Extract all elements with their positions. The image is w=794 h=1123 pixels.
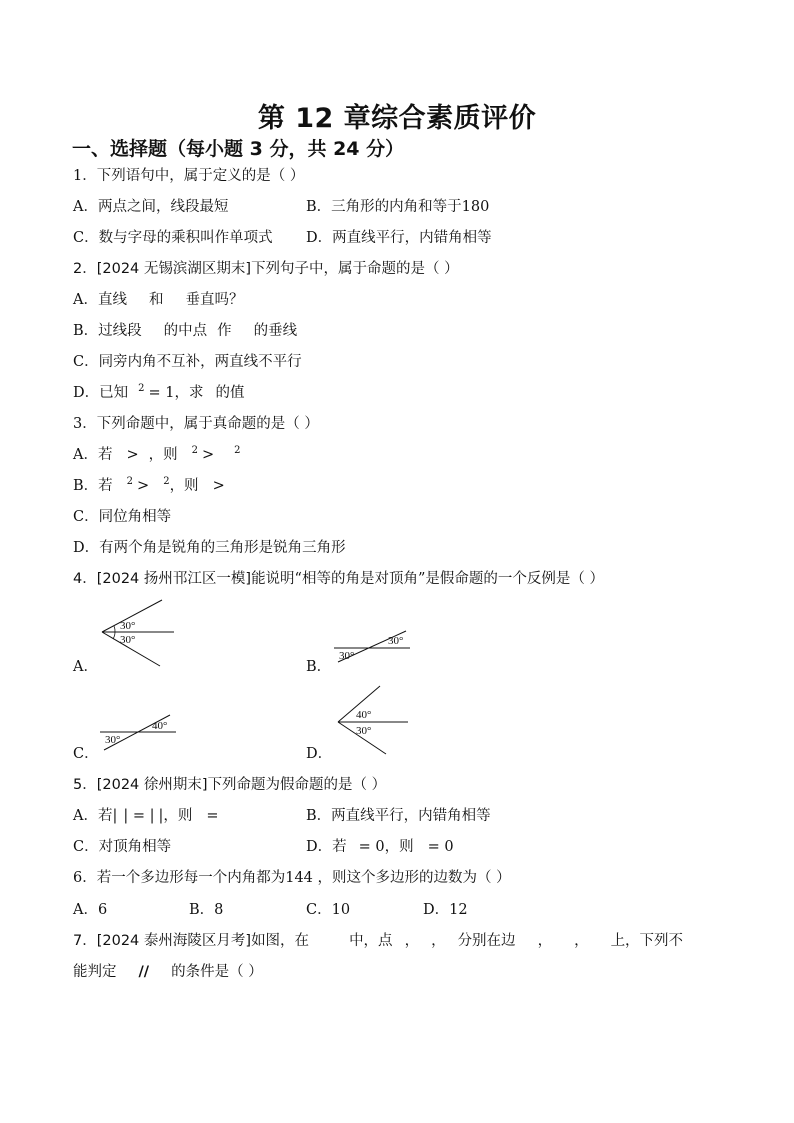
q4-figure-c	[98, 712, 180, 758]
q5-stem-text: 下列命题为假命题的是（ ）	[207, 777, 387, 793]
q2-d-part3: 的值	[215, 385, 245, 401]
q3-b-sup1: 2	[126, 476, 134, 487]
q5-a-part2: | = |	[123, 808, 155, 824]
q3-a-sup2: 2	[234, 445, 241, 456]
q7-part8: 上，下列不	[610, 933, 684, 949]
q4-option-c: C．	[73, 746, 99, 762]
q4-option-d: D．	[306, 746, 333, 762]
q7-part6: ，	[537, 933, 553, 949]
q4-figure-a	[98, 598, 178, 674]
q2-b-part3: 作	[217, 323, 232, 339]
q2-option-a	[73, 288, 243, 309]
q3-option-d: D．有两个角是锐角的三角形是锐角三角形	[73, 540, 346, 556]
q7-part5: 分别在边	[457, 933, 516, 949]
q5-d-part3: = 0	[427, 839, 454, 855]
q7-part3: ，	[404, 933, 420, 949]
q7-part2: 中，点	[349, 933, 393, 949]
q5-option-c: C．对顶角相等	[73, 839, 172, 855]
q4-d-angle1: 40°	[356, 709, 372, 721]
q2-stem-text: 下列句子中，属于命题的是（ ）	[251, 261, 459, 277]
page-title: 第 12 章综合素质评价	[257, 103, 537, 134]
q5-a-part4: =	[206, 808, 219, 824]
q2-d-part1: D．已知	[73, 385, 129, 401]
q3-b-gt1: >	[137, 478, 150, 494]
q4-b-angle2: 30°	[388, 635, 404, 647]
q4-stem-text: 能说明“相等的角是对顶角”是假命题的一个反例是（ ）	[251, 571, 604, 587]
q3-b-sup2: 2	[163, 476, 170, 487]
q2-d-superscript: 2	[138, 383, 145, 394]
q3-a-part1: A．若	[73, 447, 113, 463]
q5-source: 5．[2024 徐州期末]	[73, 777, 208, 793]
q2-a-part2: 和	[148, 292, 164, 308]
q3-b-part1: B．若	[73, 478, 113, 494]
q7-parallel-symbol: //	[138, 964, 150, 980]
q5-option-b: B．两直线平行，内错角相等	[306, 808, 491, 824]
q3-a-gt1: >	[126, 447, 139, 463]
q7-part4: ，	[431, 933, 446, 949]
question-2-stem	[73, 257, 459, 278]
q5-a-part3: |，则	[158, 808, 193, 824]
q7-source: 7．[2024 泰州海陵区月考]	[73, 933, 252, 949]
q5-option-d	[306, 835, 454, 856]
question-5-stem	[73, 773, 386, 794]
q3-option-c: C．同位角相等	[73, 509, 172, 525]
q1-option-a: A．两点之间，线段最短	[73, 199, 229, 215]
q7-part7: ，	[574, 933, 589, 949]
q6-option-a: A．6	[73, 902, 108, 918]
q4-figure-d	[334, 684, 414, 760]
q3-option-a	[73, 443, 241, 464]
q5-a-part1: A．若|	[73, 808, 118, 824]
q4-b-angle1: 30°	[339, 650, 355, 662]
q5-d-part1: D．若	[306, 839, 347, 855]
question-4-stem	[73, 567, 604, 588]
q5-option-a	[73, 804, 219, 825]
q2-option-d	[73, 381, 245, 402]
q2-a-part1: A．直线	[73, 292, 127, 308]
question-7-line2	[73, 960, 263, 981]
q6-option-b: B．8	[189, 902, 224, 918]
q2-b-part1: B．过线段	[73, 323, 142, 339]
q3-b-gt2: >	[212, 478, 225, 494]
q4-c-angle1: 30°	[105, 734, 121, 746]
q3-b-part3: ，则	[169, 478, 199, 494]
q4-figure-b	[332, 626, 414, 670]
q4-option-b: B．	[306, 659, 332, 675]
q4-a-angle1: 30°	[120, 620, 136, 632]
q4-c-angle2: 40°	[152, 720, 168, 732]
q7-line2-part2: 的条件是（ ）	[171, 964, 263, 980]
q2-option-b	[73, 319, 297, 340]
q4-d-angle2: 30°	[356, 725, 372, 737]
q1-option-d: D．两直线平行，内错角相等	[306, 230, 492, 246]
q4-a-angle2: 30°	[120, 634, 136, 646]
q3-a-gt2: >	[202, 447, 215, 463]
q6-option-c: C．10	[306, 902, 351, 918]
q7-line2-part1: 能判定	[73, 964, 117, 980]
q2-source: 2．[2024 无锡滨湖区期末]	[73, 261, 252, 277]
q7-part1: 如图，在	[251, 933, 310, 949]
q3-option-b	[73, 474, 225, 495]
q2-a-part3: 垂直吗？	[185, 292, 244, 308]
section-heading: 一、选择题（每小题 3 分，共 24 分）	[72, 138, 405, 160]
q2-option-c: C．同旁内角不互补，两直线不平行	[73, 354, 302, 370]
q2-b-part4: 的垂线	[253, 323, 298, 339]
q2-d-part2: = 1，求	[148, 385, 204, 401]
q4-option-a: A．	[73, 659, 98, 675]
question-7-stem	[73, 929, 683, 950]
q1-option-c: C．数与字母的乘积叫作单项式	[73, 230, 273, 246]
q2-b-part2: 的中点	[163, 323, 208, 339]
q5-d-part2: = 0，则	[358, 839, 414, 855]
q1-option-b: B．三角形的内角和等于180	[306, 199, 490, 215]
q4-source: 4．[2024 扬州邗江区一模]	[73, 571, 252, 587]
q6-option-d: D．12	[423, 902, 468, 918]
question-6-stem: 6．若一个多边形每一个内角都为144 ，则这个多边形的边数为（ ）	[73, 870, 511, 886]
question-3-stem: 3．下列命题中，属于真命题的是（ ）	[73, 416, 319, 432]
q3-a-sup1: 2	[191, 445, 199, 456]
question-1-stem: 1．下列语句中，属于定义的是（ ）	[73, 168, 305, 184]
q3-a-part3: ，则	[148, 447, 178, 463]
